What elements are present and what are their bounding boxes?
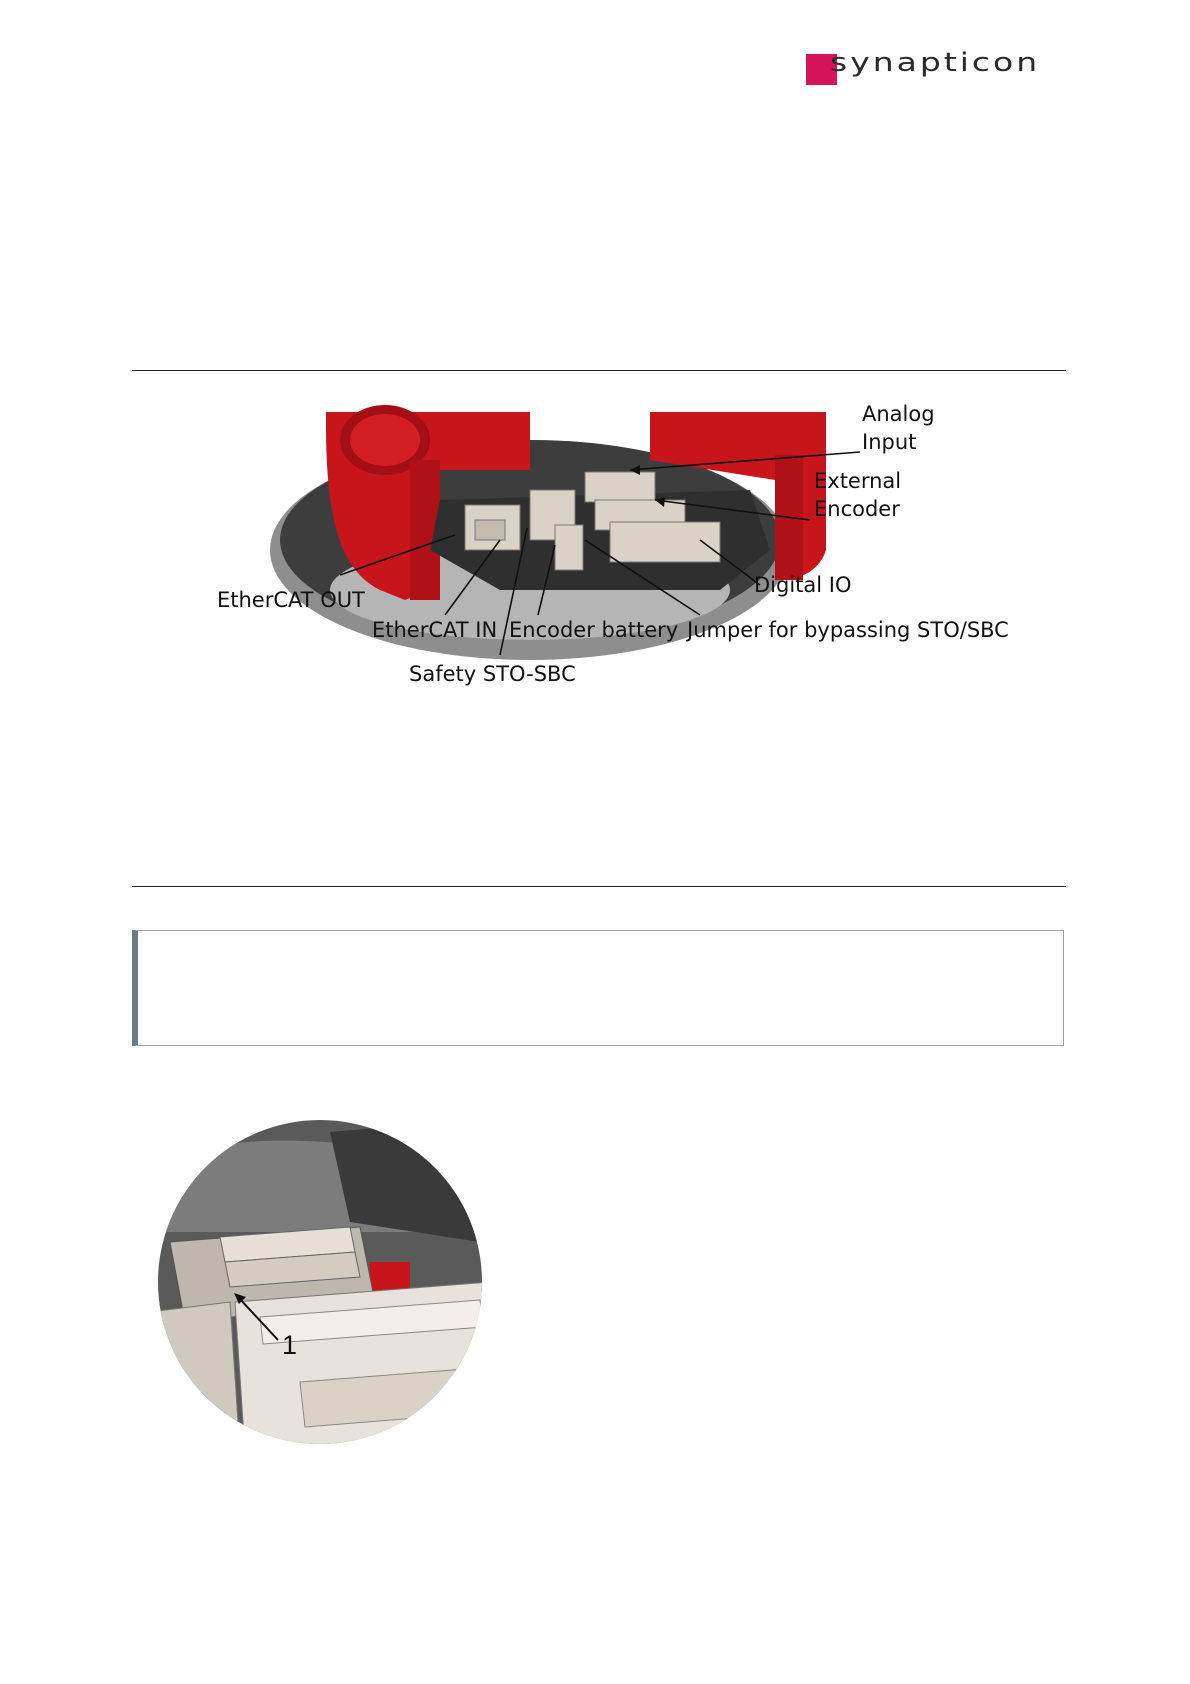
label-ethercat-out: EtherCAT OUT: [217, 588, 365, 612]
callout-number-1: 1: [282, 1330, 298, 1360]
label-encoder-battery: Encoder battery: [509, 618, 679, 642]
logo-wordmark: synapticon: [830, 47, 1041, 78]
label-ethercat-in: EtherCAT IN: [372, 618, 498, 642]
connector-overview-figure: [200, 400, 1080, 750]
label-digital-io: Digital IO: [754, 573, 852, 597]
synapticon-logo: [806, 47, 1066, 88]
section-divider-bottom: [132, 886, 1066, 887]
label-safety-sto-sbc: Safety STO-SBC: [409, 662, 576, 686]
label-analog-input: Analog Input: [862, 402, 935, 454]
label-external-encoder: External Encoder: [814, 469, 902, 521]
section-divider-top: [132, 370, 1066, 371]
connector-illustration: [200, 400, 1080, 750]
label-jumper-bypass: Jumper for bypassing STO/SBC: [687, 618, 1009, 642]
note-box: [132, 930, 1064, 1046]
connector-detail-illustration: [150, 1112, 490, 1452]
connector-detail-figure: [150, 1112, 490, 1452]
